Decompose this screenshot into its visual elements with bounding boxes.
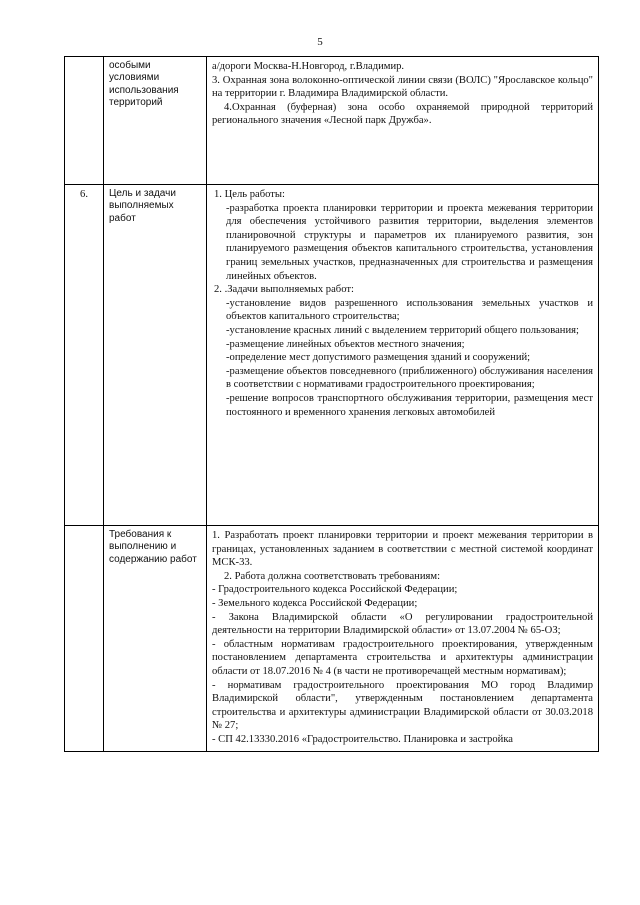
- table-row: [65, 57, 599, 185]
- table-row: [65, 185, 599, 526]
- tasks-heading: 2. .Задачи выполняемых работ:: [214, 284, 354, 296]
- page-number: 5: [317, 36, 323, 48]
- content-paragraph: 4.Охранная (буферная) зона особо охраняемой природной территорий регионального значения «Лесной парк Дружба».: [212, 101, 593, 127]
- content-paragraph: 1. Разработать проект планировки территории и проект межевания территории в границах, установленных заданием в соответствии с местной системой координат МСК-33.: [212, 530, 593, 569]
- table-row: [65, 526, 599, 752]
- task-item: -установление красных линий с выделением территорий общего пользования;: [226, 324, 579, 336]
- row-title-cell: Цель и задачи выполняемых работ: [104, 185, 207, 526]
- task-item: -установление видов разрешенного использования земельных участков и объектов капитального строительства;: [226, 297, 593, 323]
- task-item: -определение мест допустимого размещения зданий и сооружений;: [226, 352, 531, 364]
- content-paragraph: - СП 42.13330.2016 «Градостроительство. Планировка и застройка: [212, 733, 514, 745]
- row-title-cell: Требования к выполнению и содержанию работ: [104, 526, 207, 752]
- content-paragraph: - Градостроительного кодекса Российской Федерации;: [212, 584, 458, 596]
- row-number-cell: [65, 57, 104, 185]
- content-paragraph: 2. Работа должна соответствовать требованиям:: [224, 570, 441, 582]
- content-paragraph: - Закона Владимирской области «О регулировании градостроительной деятельности на территории Владимирской области» от 13.07.2004 № 65-ОЗ;: [212, 611, 593, 637]
- requirements-table: [64, 56, 599, 752]
- row-content-cell: [207, 526, 599, 752]
- row-number-cell: 6.: [65, 185, 104, 526]
- task-item: -размещение линейных объектов местного значения;: [226, 338, 465, 350]
- content-paragraph: - Земельного кодекса Российской Федерации;: [212, 597, 418, 609]
- content-paragraph: - нормативам градостроительного проектирования МО город Владимир Владимирской области", утвержденным постановлением департамента строительства и архитектуры администрации Владимирской области от 30.03.2018 № 27;: [212, 679, 593, 732]
- goal-heading: 1. Цель работы:: [214, 189, 285, 200]
- row-content-cell: [207, 57, 599, 185]
- row-number-cell: [65, 526, 104, 752]
- content-paragraph: а/дороги Москва-Н.Новгород, г.Владимир.: [212, 61, 405, 72]
- content-paragraph: - областным нормативам градостроительного проектирования, утвержденным постановлением департамента строительства и архитектуры администрации области от 18.07.2016 № 4 (в части не противоречащей местным нормативам);: [212, 638, 593, 677]
- task-item: -размещение объектов повседневного (приближенного) обслуживания населения в соответствии с нормативами градостроительного проектирования;: [226, 365, 593, 391]
- row-content-cell: [207, 185, 599, 526]
- row-title-cell: особыми условиями использования территорий: [104, 57, 207, 185]
- task-item: -решение вопросов транспортного обслуживания территории, размещения мест постоянного и временного хранения легковых автомобилей: [226, 392, 593, 418]
- goal-text: -разработка проекта планировки территории и проекта межевания территории для обеспечения устойчивого развития территории, выделения элементов планировочной структуры и параметров их планируемого развития, зон планируемого размещения объектов капитального строительства, установления границ земельных участков, предназначенных для строительства и размещения линейных объектов.: [226, 202, 593, 282]
- content-paragraph: 3. Охранная зона волоконно-оптической линии связи (ВОЛС) "Ярославское кольцо" на территории г. Владимира Владимирской области.: [212, 74, 593, 100]
